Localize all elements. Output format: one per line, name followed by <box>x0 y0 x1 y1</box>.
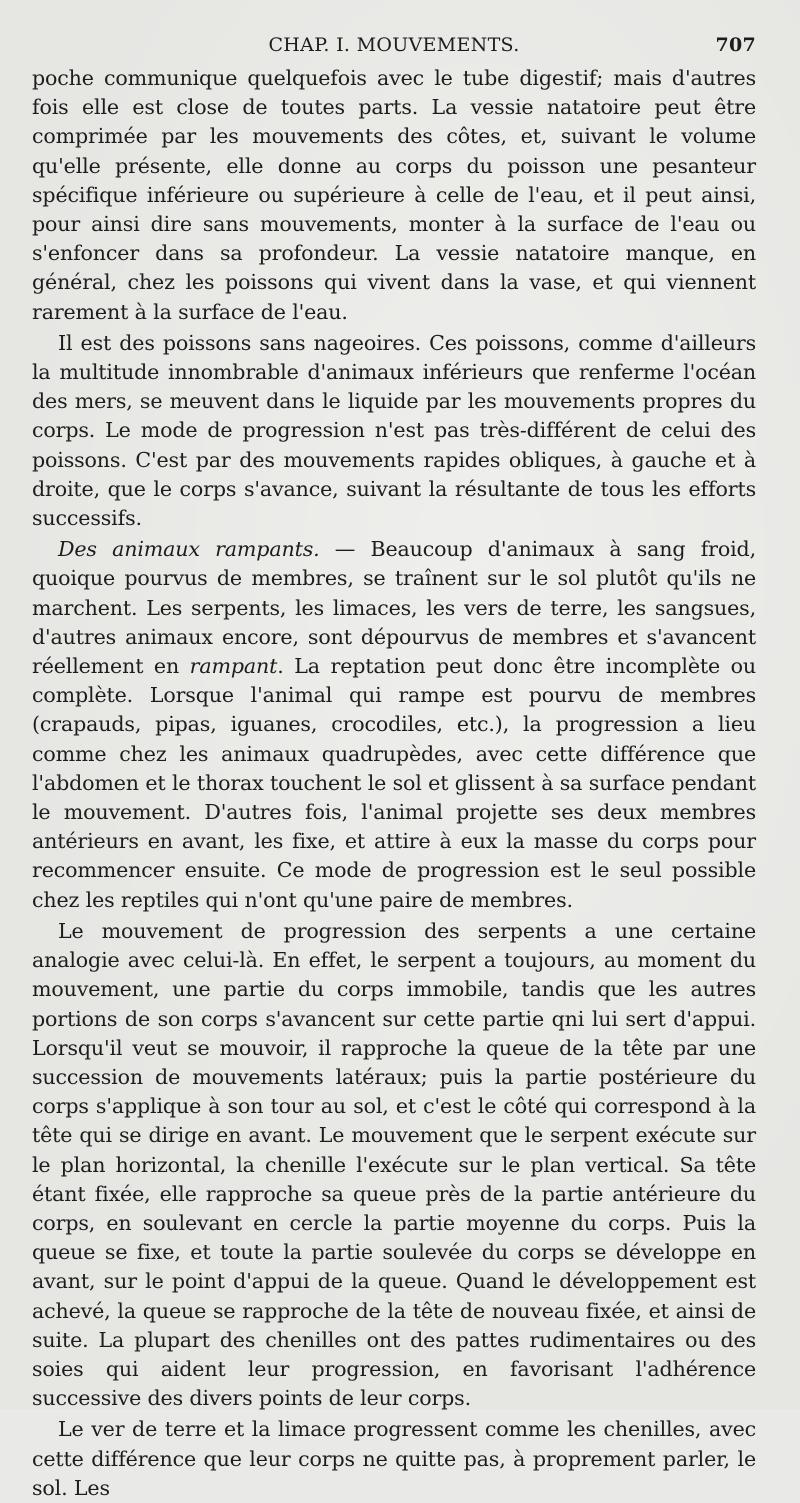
paragraph-3-text: — Beaucoup d'animaux à sang froid, quoique pourvus de membres, se traînent sur le sol plutôt qu'ils ne marchent. Les serpents, les limaces, les vers de terre, les sangsues, d'autres animaux encore, sont dépourvus de membres et s'avancent réellement en <box>32 537 756 679</box>
page-number: 707 <box>715 34 756 56</box>
paragraph-5-text: Le ver de terre et la limace progressent comme les chenilles, avec cette différence que leur corps ne quitte pas, à proprement parler, le sol. Les <box>32 1417 756 1500</box>
paragraph-4-text: Le mouvement de progression des serpents a une certaine analogie avec celui-là. En effet, le serpent a toujours, au moment du mouvement, une partie du corps immobile, tandis que les autres portions de son corps s'avancent sur cette partie qni lui sert d'appui. Lorsqu'il veut se mouvoir, il rapproche la queue de la tête par une succession de mouvements latéraux; puis la partie postérieure du corps s'applique à son tour au sol, et c'est le côté qui correspond à la tête qui se dirige en avant. Le mouvement que le serpent exécute sur le plan horizontal, la chenille l'exécute sur le plan vertical. Sa tête étant fixée, elle rapproche sa queue près de la partie antérieure du corps, en soulevant en cercle la partie moyenne du corps. Puis la queue se fixe, et toute la partie soulevée du corps se développe en avant, sur le point d'appui de la queue. Quand le développement est achevé, la queue se rapproche de la tête de nouveau fixée, et ainsi de suite. La plupart des chenilles ont des pattes rudimentaires ou des soies qui aident leur progression, en favorisant l'adhérence successive des divers points de leur corps. <box>32 918 756 1411</box>
paragraph-2-text: Il est des poissons sans nageoires. Ces poissons, comme d'ailleurs la multitude innombrable d'animaux inférieurs que renferme l'océan des mers, se meuvent dans le liquide par les mouvements propres du corps. Le mode de progression n'est pas très-différent de celui des poissons. C'est par des mouvements rapides obliques, à gauche et à droite, que le corps s'avance, suivant la résultante de tous les efforts successifs. <box>32 330 756 531</box>
paragraph-5 <box>32 1415 756 1503</box>
paragraph-1-text: poche communique quelquefois avec le tube digestif; mais d'autres fois elle est close de toutes parts. La vessie natatoire peut être comprimée par les mouvements des côtes, et, suivant le volume qu'elle présente, elle donne au corps du poisson une pesanteur spécifique inférieure ou supérieure à celle de l'eau, et il peut ainsi, pour ainsi dire sans mouvements, monter à la surface de l'eau ou s'enfoncer dans sa profondeur. La vessie natatoire manque, en général, chez les poissons qui vivent dans la vase, et qui viennent rarement à la surface de l'eau. <box>32 66 756 324</box>
paragraph-2 <box>32 329 756 533</box>
paragraph-4 <box>32 917 756 1413</box>
chapter-title: CHAP. I. MOUVEMENTS. <box>268 34 520 56</box>
section-heading-rampants: Des animaux rampants. <box>58 537 320 562</box>
italic-term: rampant <box>189 654 278 679</box>
paragraph-3-text-after: . La reptation peut donc être incomplète ou complète. Lorsque l'animal qui rampe est pourvu de membres (crapauds, pipas, iguanes, crocodiles, etc.), la progression a lieu comme chez les animaux quadrupèdes, avec cette différence que l'abdomen et le thorax touchent le sol et glissent à sa surface pendant le mouvement. D'autres fois, l'animal projette ses deux membres antérieurs en avant, les fixe, et attire à eux la masse du corps pour recommencer ensuite. Ce mode de progression est le seul possible chez les reptiles qui n'ont qu'une paire de membres. <box>32 654 756 912</box>
paragraph-3 <box>32 535 756 915</box>
paragraph-1 <box>32 64 756 327</box>
body-text <box>32 64 756 1503</box>
running-head <box>32 30 756 64</box>
